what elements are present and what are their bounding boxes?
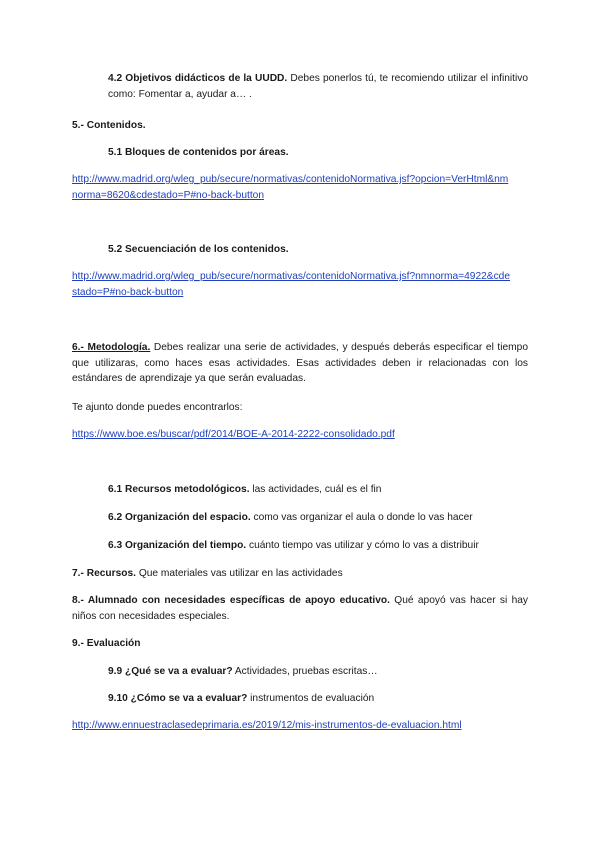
section-6-2-paragraph [108, 510, 528, 526]
section-9-heading [72, 636, 528, 652]
section-6-intro-text: Te ajunto donde puedes encontrarlos: [72, 402, 243, 413]
section-6-intro [72, 400, 528, 416]
section-7-heading: 7.- Recursos. [72, 568, 136, 579]
section-8-heading: 8.- Alumnado con necesidades específicas de apoyo educativo. [72, 595, 390, 606]
section-9-9-text: Actividades, pruebas escritas… [232, 666, 378, 677]
link-instrumentos[interactable] [72, 718, 528, 734]
section-4-2-heading: 4.2 Objetivos didácticos de la UUDD. [108, 73, 288, 84]
section-6-1-heading: 6.1 Recursos metodológicos. [108, 484, 250, 495]
section-6-paragraph [72, 340, 528, 387]
section-9-10-paragraph [108, 691, 528, 707]
section-9-10-text: instrumentos de evaluación [247, 693, 375, 704]
section-5-2-heading [108, 242, 528, 258]
section-5-1-heading [108, 145, 528, 161]
section-5-heading-text: 5.- Contenidos. [72, 120, 146, 131]
section-6-heading: 6.- Metodología. [72, 342, 151, 353]
link-secuenciacion[interactable] [72, 269, 528, 300]
section-5-1-heading-text: 5.1 Bloques de contenidos por áreas. [108, 147, 289, 158]
section-8-paragraph [72, 593, 528, 624]
section-6-3-paragraph [108, 538, 528, 554]
section-4-2-text: Debes ponerlos tú, te recomiendo utilizar el infinitivo como: Fomentar a, ayudar a… . [108, 73, 529, 100]
section-6-3-text: cuánto tiempo vas utilizar y cómo lo vas a distribuir [246, 540, 479, 551]
section-5-heading [72, 118, 528, 134]
section-5-2-heading-text: 5.2 Secuenciación de los contenidos. [108, 244, 289, 255]
section-6-1-text: las actividades, cuál es el fin [249, 484, 382, 495]
section-8-text: Qué apoyó vas hacer si hay niños con necesidades especiales. [72, 595, 528, 622]
link-contenidos-areas[interactable] [72, 172, 528, 203]
section-6-2-heading: 6.2 Organización del espacio. [108, 512, 251, 523]
section-6-2-text: como vas organizar el aula o donde lo vas hacer [250, 512, 473, 523]
section-6-1-paragraph [108, 482, 528, 498]
section-4-2-paragraph [108, 71, 528, 102]
section-6-text: Debes realizar una serie de actividades, y después deberás especificar el tiempo que utilizaras, como haces esas actividades. Esas actividades deben ir relacionadas con los estándares de aprendizaje ya que serán evaluadas. [72, 342, 528, 384]
link-contenidos-areas-line1[interactable]: http://www.madrid.org/wleg_pub/secure/normativas/contenidoNormativa.jsf?opcion=VerHtml&nm [72, 174, 509, 185]
section-9-9-paragraph [108, 664, 528, 680]
section-6-3-heading: 6.3 Organización del tiempo. [108, 540, 247, 551]
link-contenidos-areas-line2[interactable]: norma=8620&cdestado=P#no-back-button [72, 189, 265, 201]
section-9-9-heading: 9.9 ¿Qué se va a evaluar? [108, 666, 233, 677]
link-secuenciacion-line2[interactable]: stado=P#no-back-button [72, 286, 184, 298]
link-secuenciacion-line1[interactable]: http://www.madrid.org/wleg_pub/secure/normativas/contenidoNormativa.jsf?nmnorma=4922&cde [72, 271, 511, 282]
section-7-paragraph [72, 566, 528, 582]
section-7-text: Que materiales vas utilizar en las actividades [135, 568, 343, 579]
section-9-10-heading: 9.10 ¿Cómo se va a evaluar? [108, 693, 248, 704]
link-instrumentos-anchor[interactable]: http://www.ennuestraclasedeprimaria.es/2019/12/mis-instrumentos-de-evaluacion.html [72, 720, 462, 731]
link-boe[interactable] [72, 427, 528, 443]
link-boe-anchor[interactable]: https://www.boe.es/buscar/pdf/2014/BOE-A-2014-2222-consolidado.pdf [72, 429, 395, 440]
section-9-heading-text: 9.- Evaluación [72, 638, 141, 649]
